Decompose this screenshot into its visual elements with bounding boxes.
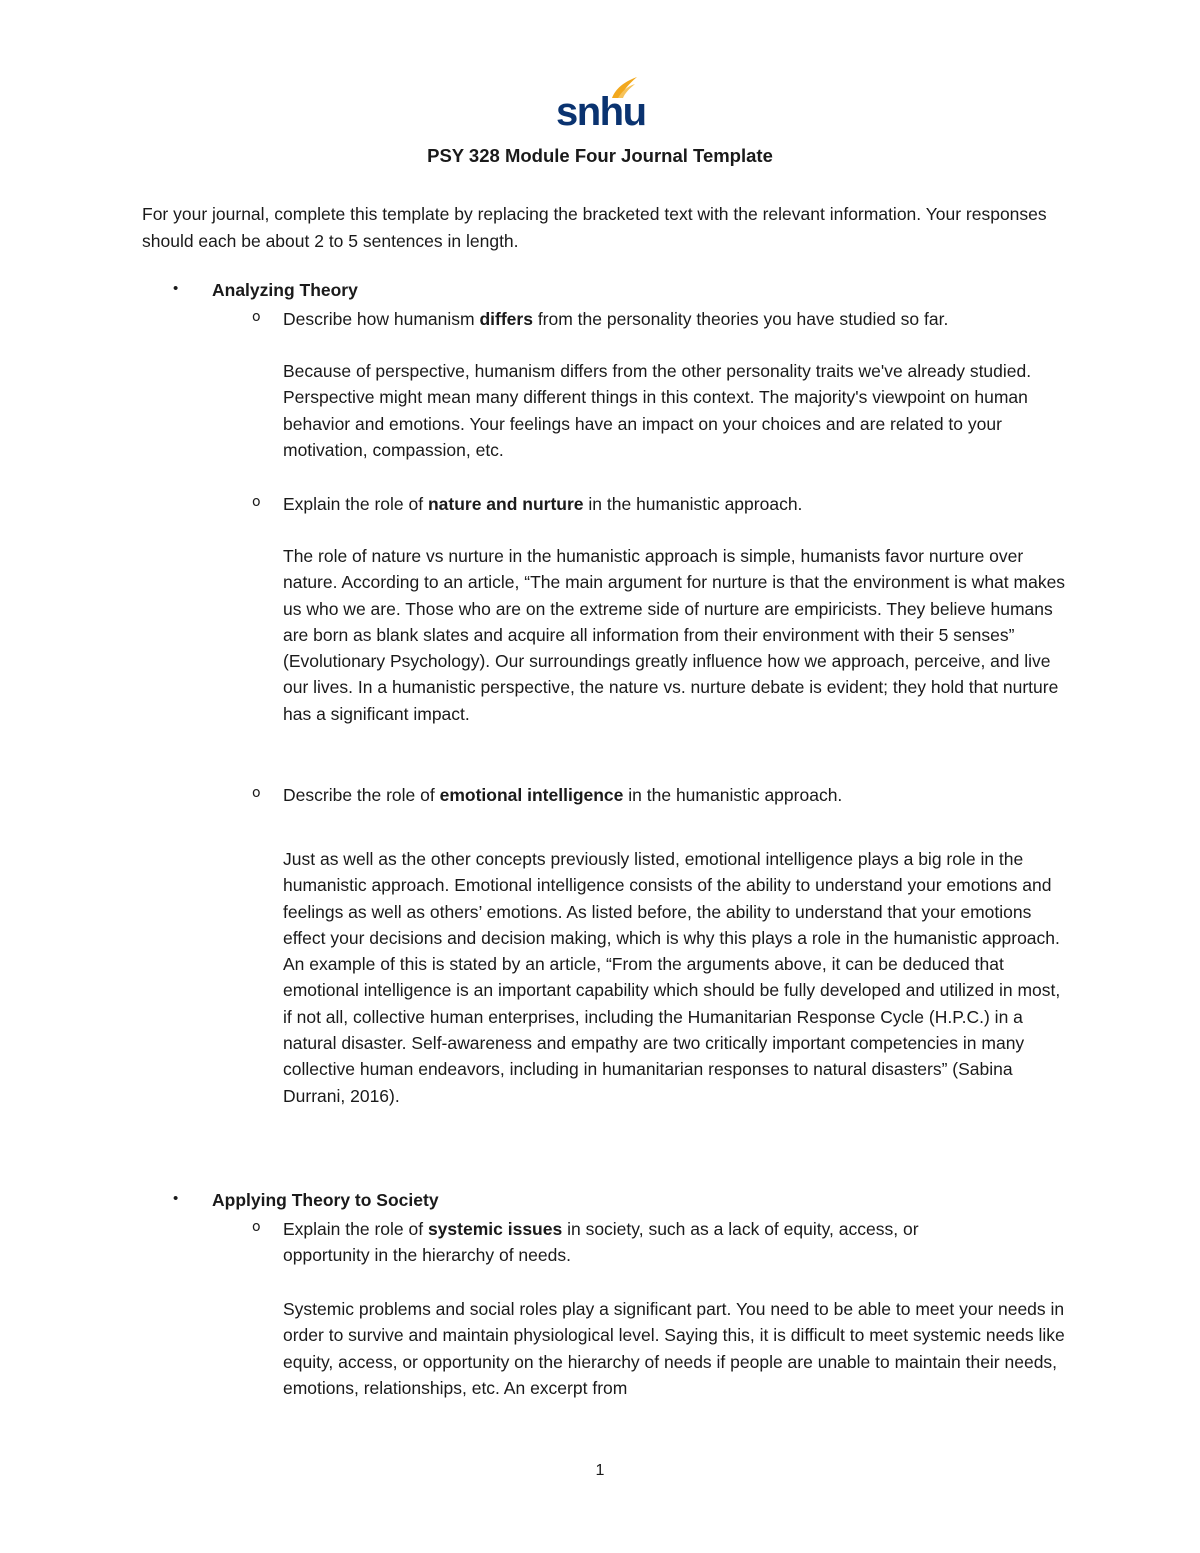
bullet-marker: • <box>173 1190 179 1207</box>
sub-bullet-marker: o <box>252 309 261 325</box>
prompt-text: from the personality theories you have studied so far. <box>532 309 949 329</box>
prompt-text: in society, such as a lack of equity, access, or opportunity in the hierarchy of needs. <box>283 1219 919 1265</box>
prompt-keyword: systemic issues <box>427 1219 563 1239</box>
page-title: PSY 328 Module Four Journal Template <box>427 145 773 166</box>
page-number: 1 <box>595 1462 605 1479</box>
sub-bullet-marker: o <box>252 494 261 510</box>
logo-wordmark: snhu <box>556 90 646 134</box>
question-prompt <box>283 306 1083 332</box>
prompt-text: in the humanistic approach. <box>623 785 843 805</box>
snhu-logo <box>556 76 646 134</box>
section-heading-applying-theory: Applying Theory to Society <box>212 1190 439 1210</box>
question-prompt <box>283 782 1083 808</box>
answer-paragraph: Just as well as the other concepts previously listed, emotional intelligence plays a big role in the humanistic approach. Emotional intelligence consists of the ability to understand your emotions and feelings as well as others’ emotions. As listed before, the ability to understand that your emotions effect your decisions and decision making, which is why this plays a role in the humanistic approach. An example of this is stated by an article, “From the arguments above, it can be deduced that emotional intelligence is an important capability which should be fully developed and utilized in most, if not all, collective human enterprises, including the Humanitarian Response Cycle (H.P.C.) in a natural disaster. Self-awareness and empathy are two critically important competencies in many collective human endeavors, including in humanitarian responses to natural disasters” (Sabina Durrani, 2016). <box>283 849 1061 1106</box>
answer-paragraph: Because of perspective, humanism differs from the other personality traits we've already studied. Perspective might mean many different things in this context. The majority's viewpoint on human behavior and emotions. Your feelings have an impact on your choices and are related to your motivation, compassion, etc. <box>283 361 1032 460</box>
prompt-keyword: differs <box>479 309 533 329</box>
question-prompt <box>283 491 1083 517</box>
sub-bullet-marker: o <box>252 785 261 801</box>
prompt-keyword: nature and nurture <box>427 494 584 514</box>
prompt-keyword: emotional intelligence <box>439 785 624 805</box>
bullet-marker: • <box>173 280 179 297</box>
question-prompt <box>283 1216 983 1268</box>
prompt-text: Describe how humanism <box>283 309 480 329</box>
prompt-text: in the humanistic approach. <box>583 494 803 514</box>
sub-bullet-marker: o <box>252 1219 261 1235</box>
prompt-text: Describe the role of <box>283 785 440 805</box>
section-heading-analyzing-theory: Analyzing Theory <box>212 280 358 300</box>
prompt-text: Explain the role of <box>283 494 428 514</box>
answer-paragraph: Systemic problems and social roles play a significant part. You need to be able to meet your needs in order to survive and maintain physiological level. Saying this, it is difficult to meet systemic needs like equity, access, or opportunity on the hierarchy of needs if people are unable to maintain their needs, emotions, relationships, etc. An excerpt from <box>283 1299 1065 1398</box>
intro-paragraph: For your journal, complete this template by replacing the bracketed text with the relevant information. Your responses should each be about 2 to 5 sentences in length. <box>142 204 1047 251</box>
prompt-text: Explain the role of <box>283 1219 428 1239</box>
answer-paragraph: The role of nature vs nurture in the humanistic approach is simple, humanists favor nurture over nature. According to an article, “The main argument for nurture is that the environment is what makes us who we are. Those who are on the extreme side of nurture are empiricists. They believe humans are born as blank slates and acquire all information from their environment with their 5 senses” (Evolutionary Psychology). Our surroundings greatly influence how we approach, perceive, and live our lives. In a humanistic perspective, the nature vs. nurture debate is evident; they hold that nurture has a significant impact. <box>283 546 1066 724</box>
